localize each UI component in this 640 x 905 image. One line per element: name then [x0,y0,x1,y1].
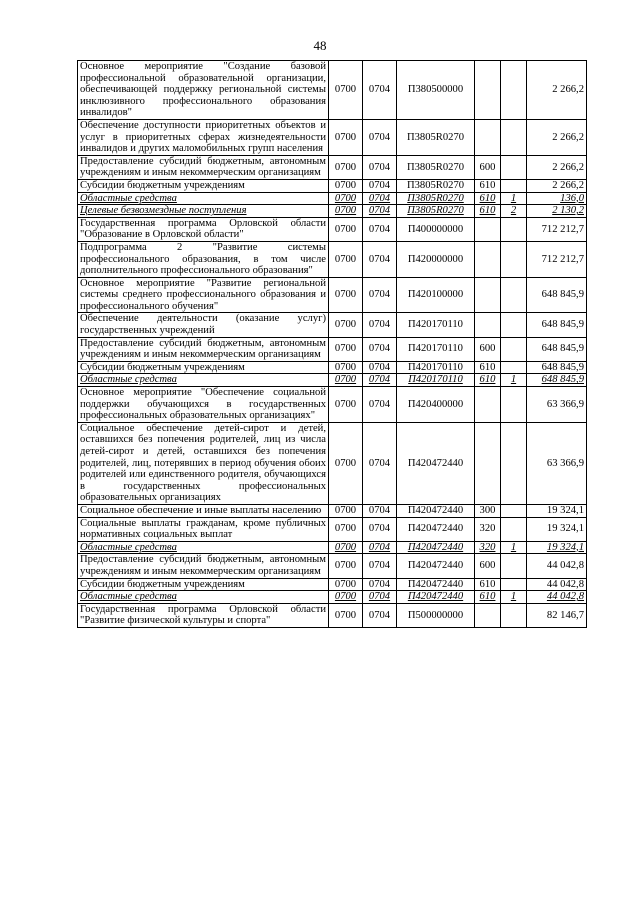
expense-name-cell: Областные средства [78,591,329,604]
target-article-cell: П420100000 [397,277,475,313]
section-cell: 0700 [329,422,363,504]
expense-name-cell: Предоставление субсидий бюджетным, автономным учреждениям и иным некоммерческим организациям [78,337,329,361]
subsection-cell: 0704 [363,119,397,155]
expense-type-cell [475,387,501,423]
budget-table [77,60,587,628]
expense-name-cell: Основное мероприятие "Создание базовой профессиональной образовательной организации, обеспечивающей поддержку региональной системы инклюзивного профессионального образования инвалидов" [78,61,329,120]
target-article-cell: П3805R0270 [397,205,475,218]
expense-type-cell: 320 [475,517,501,541]
target-article-cell: П420170110 [397,374,475,387]
target-article-cell: П420472440 [397,554,475,578]
expense-type-cell: 610 [475,192,501,205]
amount-cell: 648 845,9 [527,313,587,337]
funding-source-cell: 1 [501,192,527,205]
funding-source-cell [501,603,527,627]
section-cell: 0700 [329,361,363,374]
expense-name-cell: Социальное обеспечение и иные выплаты населению [78,504,329,517]
subsection-cell: 0704 [363,603,397,627]
subsection-cell: 0704 [363,554,397,578]
section-cell: 0700 [329,61,363,120]
funding-source-cell [501,277,527,313]
table-row [78,313,587,337]
expense-type-cell: 320 [475,541,501,554]
expense-name-cell: Целевые безвозмездные поступления [78,205,329,218]
amount-cell: 2 130,2 [527,205,587,218]
subsection-cell: 0704 [363,61,397,120]
subsection-cell: 0704 [363,205,397,218]
expense-name-cell: Обеспечение доступности приоритетных объектов и услуг в приоритетных сферах жизнедеятельности инвалидов и других маломобильных групп населения [78,119,329,155]
subsection-cell: 0704 [363,504,397,517]
expense-type-cell: 610 [475,578,501,591]
section-cell: 0700 [329,205,363,218]
table-row [78,337,587,361]
subsection-cell: 0704 [363,578,397,591]
funding-source-cell [501,313,527,337]
target-article-cell: П420472440 [397,591,475,604]
amount-cell: 648 845,9 [527,277,587,313]
target-article-cell: П3805R0270 [397,179,475,192]
section-cell: 0700 [329,313,363,337]
funding-source-cell: 2 [501,205,527,218]
amount-cell: 19 324,1 [527,504,587,517]
amount-cell: 648 845,9 [527,337,587,361]
expense-type-cell [475,119,501,155]
expense-type-cell [475,422,501,504]
expense-type-cell: 610 [475,179,501,192]
expense-name-cell: Субсидии бюджетным учреждениям [78,179,329,192]
amount-cell: 63 366,9 [527,387,587,423]
table-row [78,603,587,627]
expense-name-cell: Предоставление субсидий бюджетным, автономным учреждениям и иным некоммерческим организациям [78,155,329,179]
funding-source-cell [501,554,527,578]
expense-type-cell [475,61,501,120]
funding-source-cell [501,387,527,423]
funding-source-cell [501,337,527,361]
expense-name-cell: Областные средства [78,192,329,205]
expense-name-cell: Областные средства [78,374,329,387]
table-row [78,217,587,241]
section-cell: 0700 [329,603,363,627]
expense-name-cell: Государственная программа Орловской области "Развитие физической культуры и спорта" [78,603,329,627]
target-article-cell: П400000000 [397,217,475,241]
table-row [78,387,587,423]
amount-cell: 63 366,9 [527,422,587,504]
subsection-cell: 0704 [363,192,397,205]
page-number: 48 [313,38,327,53]
table-row [78,541,587,554]
section-cell: 0700 [329,217,363,241]
target-article-cell: П420472440 [397,578,475,591]
subsection-cell: 0704 [363,241,397,277]
section-cell: 0700 [329,541,363,554]
table-row [78,374,587,387]
target-article-cell: П3805R0270 [397,192,475,205]
table-row [78,361,587,374]
expense-name-cell: Государственная программа Орловской области "Образование в Орловской области" [78,217,329,241]
table-row [78,517,587,541]
expense-type-cell [475,277,501,313]
target-article-cell: П420472440 [397,504,475,517]
funding-source-cell [501,217,527,241]
section-cell: 0700 [329,554,363,578]
table-row [78,554,587,578]
table-row [78,422,587,504]
amount-cell: 44 042,8 [527,591,587,604]
expense-type-cell [475,313,501,337]
section-cell: 0700 [329,155,363,179]
subsection-cell: 0704 [363,387,397,423]
amount-cell: 82 146,7 [527,603,587,627]
funding-source-cell [501,422,527,504]
section-cell: 0700 [329,241,363,277]
section-cell: 0700 [329,517,363,541]
subsection-cell: 0704 [363,313,397,337]
section-cell: 0700 [329,374,363,387]
target-article-cell: П500000000 [397,603,475,627]
table-row [78,61,587,120]
target-article-cell: П420472440 [397,422,475,504]
section-cell: 0700 [329,179,363,192]
expense-type-cell: 610 [475,591,501,604]
table-row [78,119,587,155]
expense-name-cell: Областные средства [78,541,329,554]
section-cell: 0700 [329,192,363,205]
subsection-cell: 0704 [363,155,397,179]
expense-name-cell: Социальные выплаты гражданам, кроме публичных нормативных социальных выплат [78,517,329,541]
expense-type-cell [475,241,501,277]
amount-cell: 19 324,1 [527,517,587,541]
funding-source-cell [501,155,527,179]
funding-source-cell [501,61,527,120]
expense-type-cell: 600 [475,337,501,361]
subsection-cell: 0704 [363,179,397,192]
expense-type-cell: 600 [475,155,501,179]
expense-type-cell: 300 [475,504,501,517]
expense-type-cell: 600 [475,554,501,578]
section-cell: 0700 [329,277,363,313]
expense-name-cell: Субсидии бюджетным учреждениям [78,361,329,374]
expense-type-cell: 610 [475,361,501,374]
expense-type-cell [475,603,501,627]
section-cell: 0700 [329,337,363,361]
subsection-cell: 0704 [363,217,397,241]
amount-cell: 712 212,7 [527,241,587,277]
expense-type-cell: 610 [475,374,501,387]
expense-type-cell [475,217,501,241]
target-article-cell: П420170110 [397,337,475,361]
table-row [78,155,587,179]
budget-table-body [78,61,587,628]
subsection-cell: 0704 [363,277,397,313]
expense-name-cell: Обеспечение деятельности (оказание услуг) государственных учреждений [78,313,329,337]
subsection-cell: 0704 [363,517,397,541]
subsection-cell: 0704 [363,541,397,554]
target-article-cell: П3805R0270 [397,155,475,179]
table-row [78,205,587,218]
subsection-cell: 0704 [363,422,397,504]
amount-cell: 2 266,2 [527,155,587,179]
amount-cell: 2 266,2 [527,61,587,120]
amount-cell: 648 845,9 [527,361,587,374]
funding-source-cell [501,179,527,192]
funding-source-cell [501,578,527,591]
target-article-cell: П420170110 [397,361,475,374]
subsection-cell: 0704 [363,337,397,361]
expense-name-cell: Предоставление субсидий бюджетным, автономным учреждениям и иным некоммерческим организациям [78,554,329,578]
expense-name-cell: Основное мероприятие "Развитие региональной системы среднего профессионального образования и профессионального обучения" [78,277,329,313]
section-cell: 0700 [329,578,363,591]
funding-source-cell [501,241,527,277]
target-article-cell: П420000000 [397,241,475,277]
target-article-cell: П3805R0270 [397,119,475,155]
expense-name-cell: Субсидии бюджетным учреждениям [78,578,329,591]
funding-source-cell: 1 [501,541,527,554]
funding-source-cell [501,504,527,517]
table-row [78,504,587,517]
section-cell: 0700 [329,591,363,604]
expense-name-cell: Социальное обеспечение детей-сирот и детей, оставшихся без попечения родителей, лиц из числа детей-сирот и детей, оставшихся без попечения родителей, лиц, потерявших в период обучения обоих родителей или единственного родителя, обучающихся в государственных профессиональных образовательных организациях [78,422,329,504]
section-cell: 0700 [329,504,363,517]
amount-cell: 19 324,1 [527,541,587,554]
target-article-cell: П420472440 [397,541,475,554]
target-article-cell: П420472440 [397,517,475,541]
target-article-cell: П420170110 [397,313,475,337]
subsection-cell: 0704 [363,374,397,387]
amount-cell: 136,0 [527,192,587,205]
amount-cell: 648 845,9 [527,374,587,387]
section-cell: 0700 [329,387,363,423]
funding-source-cell: 1 [501,374,527,387]
expense-name-cell: Основное мероприятие "Обеспечение социальной поддержки обучающихся в государственных профессиональных образовательных организациях" [78,387,329,423]
amount-cell: 2 266,2 [527,119,587,155]
funding-source-cell: 1 [501,591,527,604]
table-row [78,241,587,277]
section-cell: 0700 [329,119,363,155]
funding-source-cell [501,517,527,541]
table-row [78,277,587,313]
subsection-cell: 0704 [363,591,397,604]
amount-cell: 44 042,8 [527,578,587,591]
amount-cell: 712 212,7 [527,217,587,241]
subsection-cell: 0704 [363,361,397,374]
funding-source-cell [501,361,527,374]
target-article-cell: П380500000 [397,61,475,120]
table-row [78,591,587,604]
expense-name-cell: Подпрограмма 2 "Развитие системы профессионального образования, в том числе дополнительного профессионального образования" [78,241,329,277]
table-row [78,179,587,192]
amount-cell: 2 266,2 [527,179,587,192]
target-article-cell: П420400000 [397,387,475,423]
table-row [78,578,587,591]
table-row [78,192,587,205]
funding-source-cell [501,119,527,155]
expense-type-cell: 610 [475,205,501,218]
amount-cell: 44 042,8 [527,554,587,578]
